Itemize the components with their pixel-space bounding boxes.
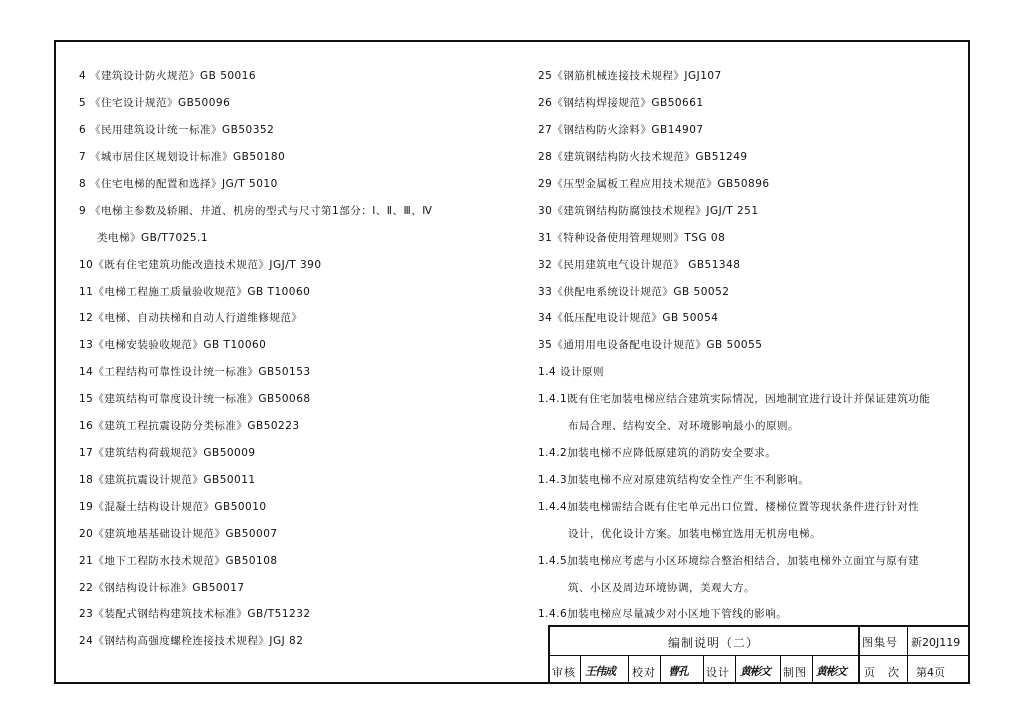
title-block-column-divider — [907, 625, 908, 684]
list-item: 13《电梯安装验收规范》GB T10060 — [79, 339, 267, 351]
list-item: 8 《住宅电梯的配置和选择》JG/T 5010 — [79, 178, 278, 190]
principle-item: 布局合理、结构安全、对环境影响最小的原则。 — [568, 420, 799, 432]
principle-item: 1.4.2加装电梯不应降低原建筑的消防安全要求。 — [538, 447, 777, 459]
list-item: 34《低压配电设计规范》GB 50054 — [538, 312, 719, 324]
title-block-cell-divider — [735, 655, 736, 684]
title-block-cell-divider — [780, 655, 781, 684]
design-signature: 黄彬文 — [740, 665, 770, 678]
list-item: 17《建筑结构荷载规范》GB50009 — [79, 447, 256, 459]
principle-item: 1.4.6加装电梯应尽量减少对小区地下管线的影响。 — [538, 608, 788, 620]
list-item: 25《钢筋机械连接技术规程》JGJ107 — [538, 70, 722, 82]
principle-item: 设计，优化设计方案。加装电梯宜选用无机房电梯。 — [568, 528, 821, 540]
list-item: 9 《电梯主参数及轿厢、井道、机房的型式与尺寸第1部分：Ⅰ、Ⅱ、Ⅲ、Ⅳ — [79, 205, 433, 217]
list-item: 21《地下工程防水技术规范》GB50108 — [79, 555, 278, 567]
title-block-cell-divider — [812, 655, 813, 684]
list-item: 28《建筑钢结构防火技术规范》GB51249 — [538, 151, 748, 163]
principle-item: 筑、小区及周边环境协调，美观大方。 — [568, 582, 755, 594]
check-signature: 曹孔 — [668, 665, 688, 678]
list-item: 类电梯》GB/T7025.1 — [97, 232, 209, 244]
list-item: 18《建筑抗震设计规范》GB50011 — [79, 474, 256, 486]
list-item: 5 《住宅设计规范》GB50096 — [79, 97, 231, 109]
list-item: 15《建筑结构可靠度设计统一标准》GB50068 — [79, 393, 311, 405]
review-label: 审核 — [552, 666, 576, 679]
list-item: 11《电梯工程施工质量验收规范》GB T10060 — [79, 286, 311, 298]
section-heading: 1.4 设计原则 — [538, 366, 605, 378]
list-item: 33《供配电系统设计规范》GB 50052 — [538, 286, 730, 298]
atlas-number: 新20J119 — [911, 636, 961, 649]
list-item: 23《装配式钢结构建筑技术标准》GB/T51232 — [79, 608, 311, 620]
list-item: 29《压型金属板工程应用技术规范》GB50896 — [538, 178, 770, 190]
page-number: 第4页 — [916, 666, 945, 679]
list-item: 32《民用建筑电气设计规范》 GB51348 — [538, 259, 741, 271]
principle-item: 1.4.5加装电梯应考虑与小区环境综合整治相结合，加装电梯外立面宜与原有建 — [538, 555, 920, 567]
principle-item: 1.4.3加装电梯不应对原建筑结构安全性产生不利影响。 — [538, 474, 810, 486]
list-item: 35《通用用电设备配电设计规范》GB 50055 — [538, 339, 763, 351]
page-label: 页 次 — [864, 666, 900, 679]
title-block-column-divider — [858, 625, 860, 684]
design-label: 设计 — [706, 666, 730, 679]
list-item: 20《建筑地基基础设计规范》GB50007 — [79, 528, 278, 540]
title-block-cell-divider — [628, 655, 629, 684]
atlas-label: 图集号 — [862, 636, 898, 649]
list-item: 6 《民用建筑设计统一标准》GB50352 — [79, 124, 275, 136]
list-item: 26《钢结构焊接规范》GB50661 — [538, 97, 704, 109]
list-item: 16《建筑工程抗震设防分类标准》GB50223 — [79, 420, 300, 432]
draw-signature: 黄彬文 — [816, 665, 846, 678]
list-item: 22《钢结构设计标准》GB50017 — [79, 582, 245, 594]
principle-item: 1.4.4加装电梯需结合既有住宅单元出口位置、楼梯位置等现状条件进行针对性 — [538, 501, 920, 513]
title-block-cell-divider — [703, 655, 704, 684]
list-item: 14《工程结构可靠性设计统一标准》GB50153 — [79, 366, 311, 378]
list-item: 27《钢结构防火涂料》GB14907 — [538, 124, 704, 136]
principle-item: 1.4.1既有住宅加装电梯应结合建筑实际情况，因地制宜进行设计并保证建筑功能 — [538, 393, 931, 405]
review-signature: 王伟成 — [585, 665, 615, 678]
list-item: 31《特种设备使用管理规则》TSG 08 — [538, 232, 726, 244]
list-item: 12《电梯、自动扶梯和自动人行道维修规范》 — [79, 312, 303, 324]
title-block-cell-divider — [580, 655, 581, 684]
list-item: 30《建筑钢结构防腐蚀技术规程》JGJ/T 251 — [538, 205, 759, 217]
list-item: 4 《建筑设计防火规范》GB 50016 — [79, 70, 257, 82]
drawing-title: 编制说明（二） — [668, 636, 760, 650]
list-item: 10《既有住宅建筑功能改造技术规范》JGJ/T 390 — [79, 259, 322, 271]
list-item: 24《钢结构高强度螺栓连接技术规程》JGJ 82 — [79, 635, 304, 647]
draw-label: 制图 — [783, 666, 807, 679]
title-block-cell-divider — [660, 655, 661, 684]
check-label: 校对 — [632, 666, 656, 679]
list-item: 7 《城市居住区规划设计标准》GB50180 — [79, 151, 286, 163]
list-item: 19《混凝土结构设计规范》GB50010 — [79, 501, 267, 513]
